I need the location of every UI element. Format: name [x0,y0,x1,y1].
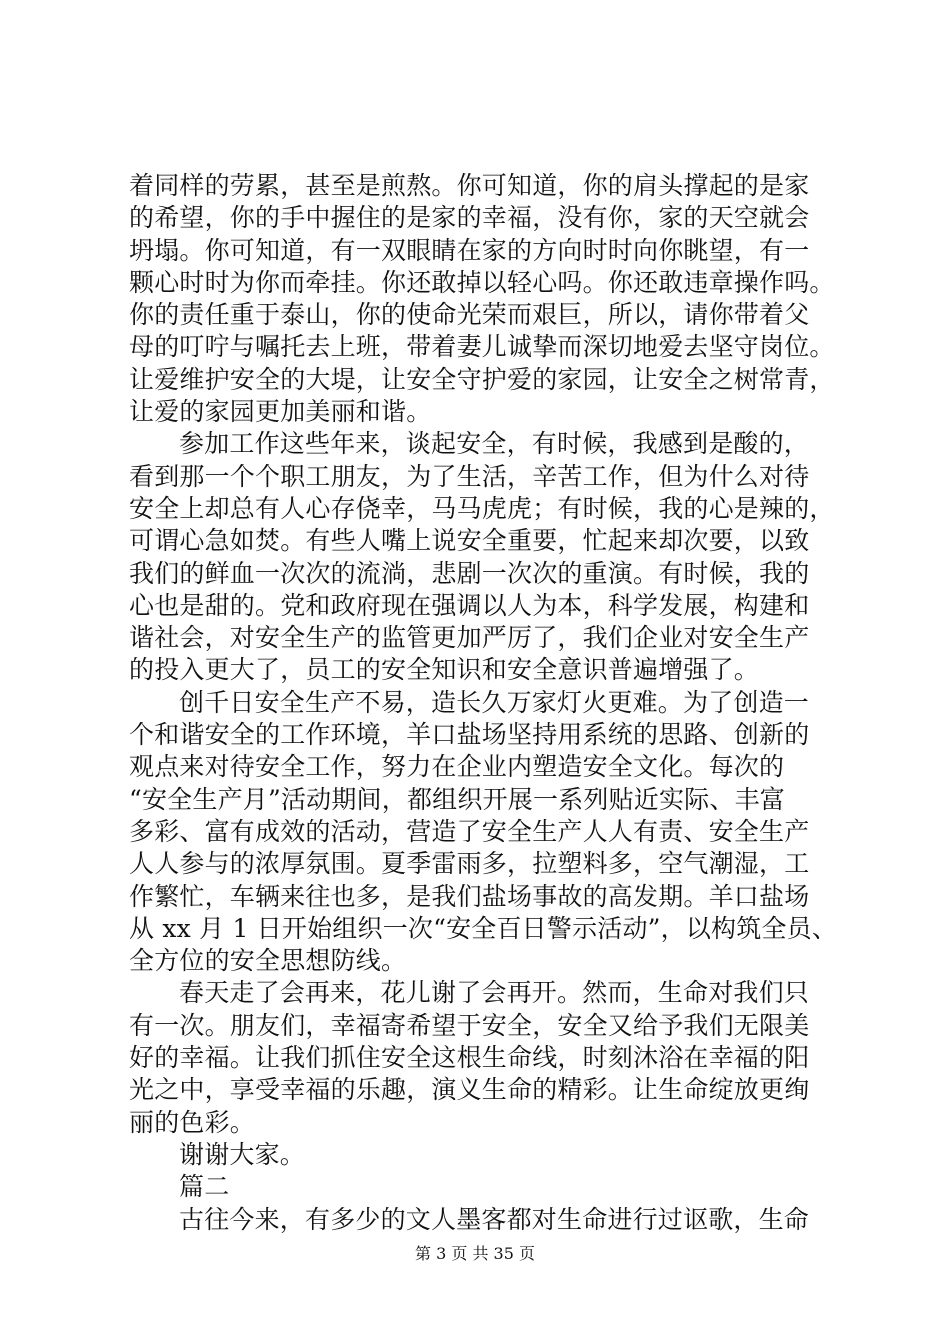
text-line: 观点来对待安全工作，努力在企业内塑造安全文化。每次的 [129,752,785,782]
text-line: “安全生产月”活动期间，都组织开展一系列贴近实际、丰富 [129,784,785,814]
text-line: 光之中，享受幸福的乐趣，演义生命的精彩。让生命绽放更绚 [129,1075,810,1105]
text-line: 母的叮咛与嘱托去上班，带着妻儿诚挚而深切地爱去坚守岗位。 [129,332,835,362]
body-text [129,170,841,1236]
text-line: 的希望，你的手中握住的是家的幸福，没有你，家的天空就会 [129,203,810,233]
text-line: 参加工作这些年来，谈起安全，有时候，我感到是酸的， [179,429,810,459]
text-line: 篇二 [179,1172,230,1202]
text-line: 谐社会，对安全生产的监管更加严厉了，我们企业对安全生产 [129,623,810,653]
text-line: 让爱维护安全的大堤，让安全守护爱的家园，让安全之树常青， [129,364,835,394]
text-line: 你的责任重于泰山，你的使命光荣而艰巨，所以，请你带着父 [129,300,810,330]
text-line: 古往今来，有多少的文人墨客都对生命进行过讴歌，生命 [179,1204,810,1234]
text-line: 看到那一个个职工朋友，为了生活，辛苦工作，但为什么对待 [129,461,810,491]
page-footer: 第 3 页 共 35 页 [415,1244,535,1263]
text-line: 可谓心急如焚。有些人嘴上说安全重要，忙起来却次要，以致 [129,526,810,556]
text-line: 作繁忙，车辆来往也多，是我们盐场事故的高发期。羊口盐场 [129,881,810,911]
text-line: 的投入更大了，员工的安全知识和安全意识普遍增强了。 [129,655,760,685]
text-line: 多彩、富有成效的活动，营造了安全生产人人有责、安全生产 [129,816,810,846]
text-line: 坍塌。你可知道，有一双眼睛在家的方向时时向你眺望，有一 [129,235,810,265]
text-line: 我们的鲜血一次次的流淌，悲剧一次次的重演。有时候，我的 [129,558,810,588]
text-line: 全方位的安全思想防线。 [129,946,407,976]
text-line: 从 xx 月 1 日开始组织一次“安全百日警示活动”，以构筑全员、 [129,913,838,943]
text-line: 心也是甜的。党和政府现在强调以人为本，科学发展，构建和 [129,590,810,620]
text-line: 谢谢大家。 [179,1139,306,1169]
text-line: 安全上却总有人心存侥幸，马马虎虎；有时候，我的心是辣的， [129,493,835,523]
text-line: 人人参与的浓厚氛围。夏季雷雨多，拉塑料多，空气潮湿，工 [129,849,810,879]
text-line: 颗心时时为你而牵挂。你还敢掉以轻心吗。你还敢违章操作吗。 [129,267,835,297]
text-line: 个和谐安全的工作环境，羊口盐场坚持用系统的思路、创新的 [129,720,810,750]
text-line: 好的幸福。让我们抓住安全这根生命线，时刻沐浴在幸福的阳 [129,1043,810,1073]
text-line: 有一次。朋友们，幸福寄希望于安全，安全又给予我们无限美 [129,1010,810,1040]
text-line: 创千日安全生产不易，造长久万家灯火更难。为了创造一 [179,687,810,717]
text-line: 让爱的家园更加美丽和谐。 [129,397,432,427]
text-line: 春天走了会再来，花儿谢了会再开。然而，生命对我们只 [179,978,810,1008]
text-line: 着同样的劳累，甚至是煎熬。你可知道，你的肩头撑起的是家 [129,171,810,200]
text-line: 丽的色彩。 [129,1107,256,1137]
